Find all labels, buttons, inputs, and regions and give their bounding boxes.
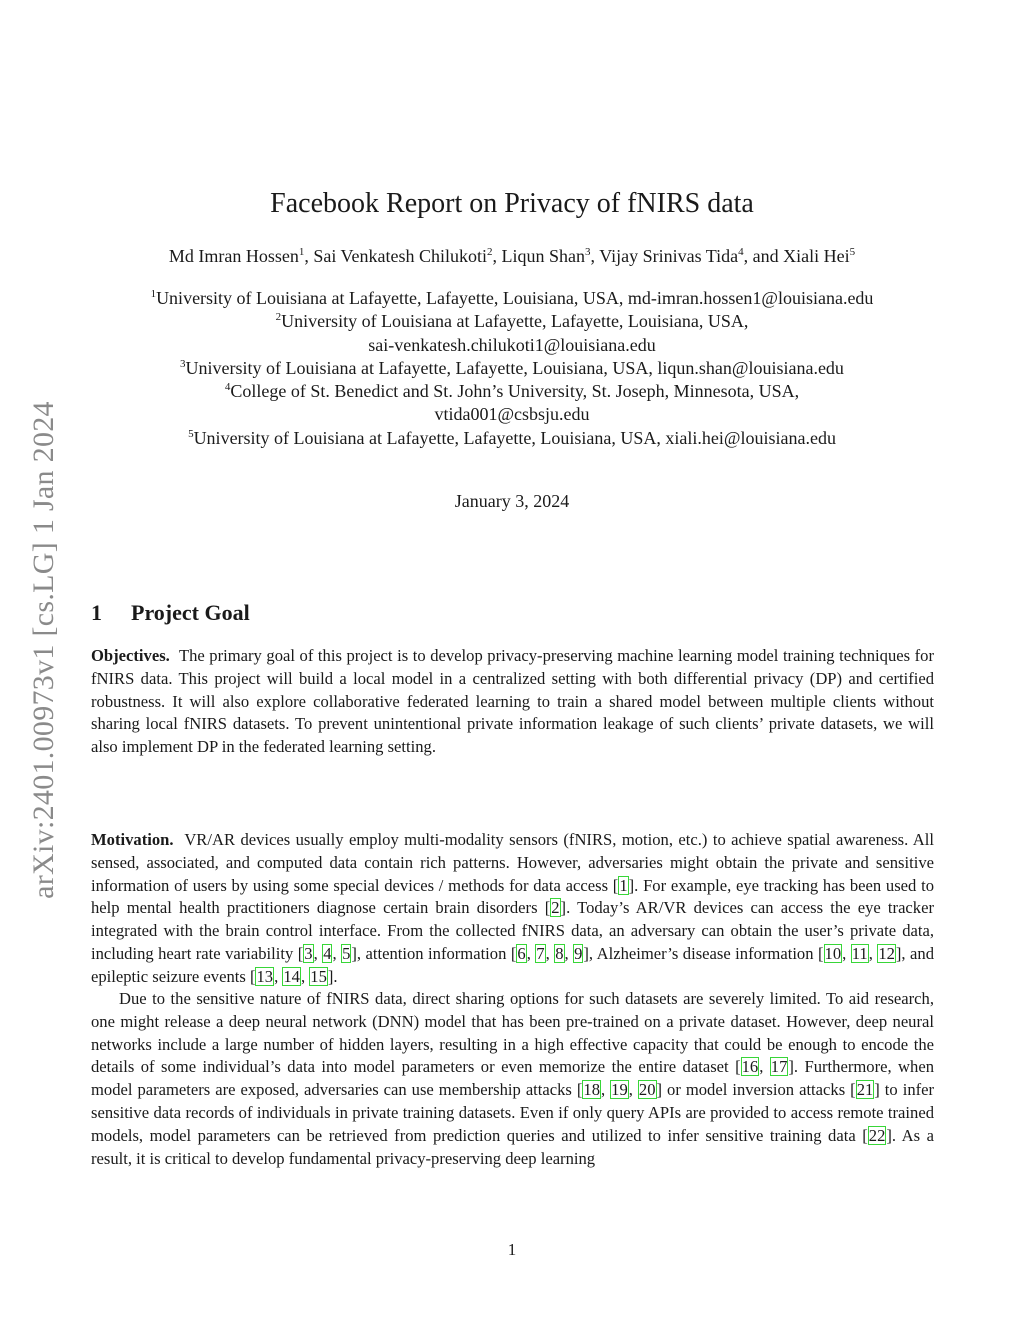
citation-link[interactable]: 20 <box>638 1080 656 1100</box>
author-separator: , <box>590 246 600 266</box>
author-affiliation-mark: 2 <box>487 246 493 258</box>
citation-link[interactable]: 3 <box>304 943 313 963</box>
paragraph-objectives <box>91 645 934 759</box>
paragraph-text: , <box>842 943 851 963</box>
page-number: 1 <box>507 1240 517 1259</box>
citation-link[interactable]: 22 <box>868 1125 886 1145</box>
paragraph-text: VR/AR devices usually employ multi-modality sensors (fNIRS, motion, etc.) to achieve spatial awareness. All sensed, associated, and computed data contain rich patterns. However, adversaries might obtain the private and sensitive information of users by using some special devices / methods for data access [ <box>91 830 934 895</box>
affiliation-text: University of Louisiana at Lafayette, Lafayette, Louisiana, USA, <box>281 311 749 332</box>
paragraph-text: ], and epileptic seizure events [ <box>91 943 934 986</box>
citation-link[interactable]: 21 <box>856 1080 874 1100</box>
author-list <box>60 246 964 267</box>
affiliation-mark: 5 <box>188 427 194 440</box>
affiliation-text: vtida001@csbsju.edu <box>434 404 590 425</box>
citation-link[interactable]: 6 <box>517 943 526 963</box>
affiliation-list <box>60 287 964 450</box>
affiliation-line <box>60 427 964 450</box>
author-affiliation-mark: 3 <box>585 246 591 258</box>
paragraph-lead: Motivation. <box>91 830 174 849</box>
paragraph-text: , <box>759 1057 770 1077</box>
affiliation-line <box>60 310 964 333</box>
affiliation-text: University of Louisiana at Lafayette, Lafayette, Louisiana, USA, md-imran.hossen1@louisiana.edu <box>156 288 874 308</box>
paragraph-text: , <box>545 943 555 963</box>
citation-link[interactable]: 13 <box>256 966 274 986</box>
author-separator: , <box>492 246 502 266</box>
paragraph-lead: Objectives. <box>91 646 170 665</box>
paragraph-text: , <box>313 943 323 963</box>
paragraph-text: ]. As a result, it is critical to develop fundamental privacy-preserving deep learning <box>91 1125 934 1168</box>
citation-link[interactable]: 9 <box>574 943 583 963</box>
affiliation-mark: 1 <box>150 288 157 300</box>
author-affiliation-mark: 1 <box>298 246 305 258</box>
paragraph-motivation <box>91 829 934 989</box>
affiliation-line <box>60 287 964 310</box>
paragraph-text: , <box>628 1080 638 1100</box>
affiliation-line <box>60 380 964 403</box>
paragraph-text: ]. Furthermore, when model parameters are exposed, adversaries can use membership attacks [ <box>91 1057 934 1100</box>
author-name: Vijay Srinivas Tida <box>599 246 739 266</box>
citation-link[interactable]: 12 <box>878 943 895 963</box>
citation-link[interactable]: 7 <box>536 943 545 963</box>
affiliation-text: University of Louisiana at Lafayette, Lafayette, Louisiana, USA, xiali.hei@louisiana.edu <box>193 427 836 448</box>
paragraph-text: , <box>300 966 310 986</box>
citation-link[interactable]: 5 <box>342 943 351 963</box>
paragraph-text: ], attention information [ <box>351 943 517 963</box>
affiliation-text: College of St. Benedict and St. John’s University, St. Joseph, Minnesota, USA, <box>230 381 800 402</box>
paragraph-text: The primary goal of this project is to develop privacy-preserving machine learning model training techniques for fNIRS data. This project will build a local model in a centralized setting with both differential privacy (DP) and certified robustness. It will also explore collaborative federated learning to train a shared model between multiple clients without sharing local fNIRS datasets. To prevent unintentional private information leakage of such clients’ private datasets, we will also implement DP in the federated learning setting. <box>91 646 934 757</box>
citation-link[interactable]: 19 <box>611 1080 628 1100</box>
affiliation-mark: 4 <box>224 381 231 394</box>
affiliation-text: University of Louisiana at Lafayette, Lafayette, Louisiana, USA, liqun.shan@louisiana.edu <box>185 357 844 378</box>
citation-link[interactable]: 2 <box>551 898 560 918</box>
citation-link[interactable]: 1 <box>619 875 628 895</box>
paragraph-text: ] or model inversion attacks [ <box>656 1080 856 1100</box>
author-name: Liqun Shan <box>501 246 586 266</box>
paragraph-text: Due to the sensitive nature of fNIRS data, direct sharing options for such datasets are severely limited. To aid research, one might release a deep neural network (DNN) model that has been pre-trained on a private dataset. However, deep neural networks include a large number of hidden layers, resulting in a high effective capacity that could be enough to encode the details of some individual’s data into model parameters or even memorize the entire dataset [ <box>91 989 934 1077</box>
affiliation-mark: 3 <box>180 357 186 370</box>
citation-link[interactable]: 4 <box>323 943 332 963</box>
section-heading <box>91 600 250 626</box>
author-separator: , and <box>743 246 784 266</box>
affiliation-mark: 2 <box>275 311 282 324</box>
author-name: Sai Venkatesh Chilukoti <box>313 246 488 266</box>
author-affiliation-mark: 4 <box>738 246 744 258</box>
paper-title: Facebook Report on Privacy of fNIRS data <box>270 188 754 219</box>
citation-link[interactable]: 15 <box>310 966 327 986</box>
paragraph-text: ]. For example, eye tracking has been used to help mental health practitioners diagnose certain brain disorders [ <box>91 875 934 918</box>
paragraph-text: , <box>274 966 283 986</box>
citation-link[interactable]: 17 <box>770 1057 788 1077</box>
paragraph-text: , <box>332 943 342 963</box>
paragraph-text: ]. Today’s AR/VR devices can access the eye tracker integrated with the brain control interface. From the collected fNIRS data, an adversary can obtain the user’s private data, including heart rate variability [ <box>91 898 934 963</box>
affiliation-text: sai-venkatesh.chilukoti1@louisiana.edu <box>368 334 656 355</box>
author-separator: , <box>304 246 314 266</box>
paragraph-text: , <box>601 1080 611 1100</box>
section-title: Project Goal <box>131 600 250 625</box>
affiliation-line <box>60 403 964 426</box>
author-name: Xiali Hei <box>783 246 850 266</box>
citation-link[interactable]: 8 <box>555 943 564 963</box>
author-affiliation-mark: 5 <box>849 246 856 258</box>
paragraph-text: ]. <box>327 966 338 986</box>
affiliation-line <box>60 357 964 380</box>
paper-date: January 3, 2024 <box>454 491 570 511</box>
citation-link[interactable]: 16 <box>741 1057 759 1077</box>
paragraph-text: ] to infer sensitive data records of individuals in private training datasets. Even if only query APIs are provided to access remote trained models, model parameters can be retrieved from prediction queries and utilized to infer sensitive training data [ <box>91 1080 935 1145</box>
section-number: 1 <box>91 600 102 625</box>
arxiv-stamp: arXiv:2401.00973v1 [cs.LG] 1 Jan 2024 <box>27 401 60 899</box>
paragraph-text: , <box>564 943 574 963</box>
citation-link[interactable]: 11 <box>851 943 868 963</box>
citation-link[interactable]: 10 <box>824 943 842 963</box>
paragraph-text: ], Alzheimer’s disease information [ <box>583 943 824 963</box>
citation-link[interactable]: 14 <box>283 966 300 986</box>
paragraph-text: , <box>868 943 878 963</box>
paragraph-body <box>91 988 934 1170</box>
affiliation-line <box>60 334 964 357</box>
author-name: Md Imran Hossen <box>168 246 299 266</box>
citation-link[interactable]: 18 <box>583 1080 601 1100</box>
paragraph-text: , <box>526 943 536 963</box>
